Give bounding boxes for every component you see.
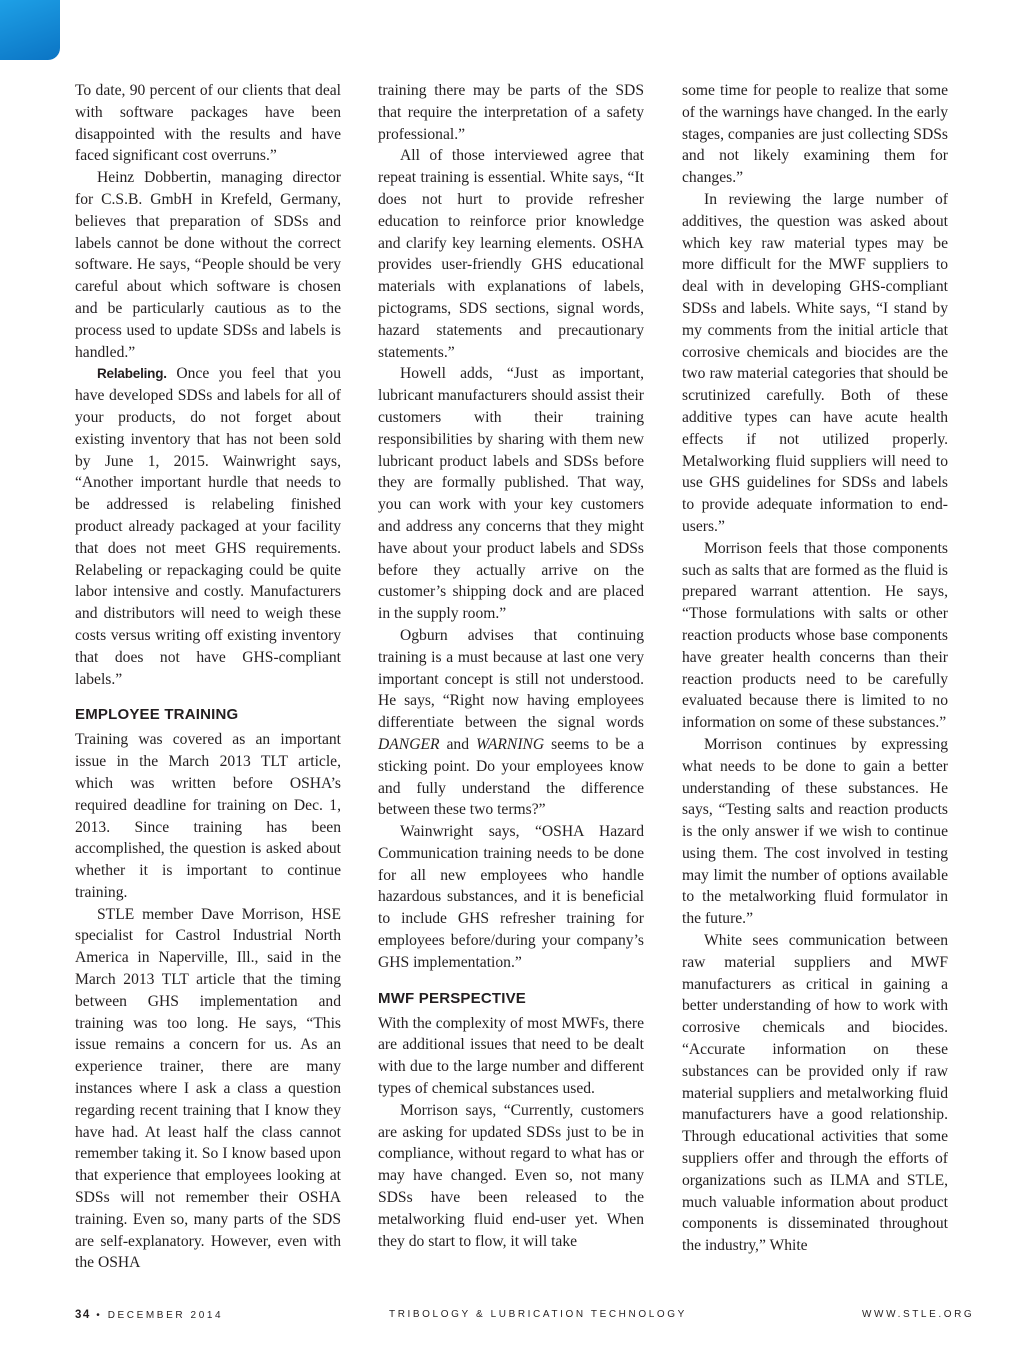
paragraph: STLE member Dave Morrison, HSE specialist for Castrol Industrial North America in Naperville, Ill., said in the March 2013 TLT article that the timing between GHS implementation and training was too long. He says, “This issue remains a concern for us. As an experience trainer, there are many instances where I ask a class a question regarding recent training that I know they have had. At least half the class cannot remember taking it. So I know based upon that experience that employees looking at SDSs will not remember their OSHA training. Even so, many parts of the SDS are self-explanatory. However, even with the OSHA <box>75 905 341 1272</box>
page-corner-tab <box>0 0 60 60</box>
paragraph: Morrison continues by expressing what needs to be done to gain a better understanding of these substances. He says, “Testing salts and reaction products is the only answer if we wish to continue using them. The cost involved in testing may limit the number of options available to the metalworking fluid formulator in the future.” <box>682 735 948 928</box>
run-in-heading: Relabeling. <box>97 366 167 382</box>
paragraph <box>75 363 341 690</box>
paragraph: Training was covered as an important issue in the March 2013 TLT article, which was written before OSHA’s required deadline for training on Dec. 1, 2013. Since training has been accomplished, the question is asked about whether it is important to continue training. <box>75 731 341 901</box>
column-3 <box>682 80 948 1257</box>
paragraph: To date, 90 percent of our clients that deal with software packages have been disappointed with the results and have faced significant cost overruns.” <box>75 82 341 165</box>
publication-name: TRIBOLOGY & LUBRICATION TECHNOLOGY <box>389 1309 687 1320</box>
footer-separator: • <box>96 1310 103 1321</box>
paragraph: White sees communication between raw material suppliers and MWF manufacturers as critical in gaining a better understanding of how to work with corrosive chemicals and biocides. “Accurate information on these substances can be provided only if raw material suppliers and metalworking fluid manufacturers have a good relationship. Through educational activities that some suppliers offer and through the efforts of organizations such as ILMA and STLE, much valuable information about product components is disseminated throughout the industry,” White <box>682 932 948 1255</box>
paragraph-text: and <box>439 735 476 753</box>
column-1 <box>75 80 341 1274</box>
paragraph: In reviewing the large number of additives, the question was asked about which key raw material types may be more difficult for the MWF suppliers to deal with in developing GHS-compliant SDSs and labels. White says, “I stand by my comments from the initial article that corrosive chemicals and biocides are the two raw material categories that should be scrutinized carefully. Both of these additive types can have acute health effects if not utilized properly. Metalworking fluid suppliers will need to use GHS guidelines for SDSs and labels to provide adequate information to end-users.” <box>682 190 948 535</box>
paragraph: Morrison feels that those components such as salts that are formed as the fluid is prepared warrant attention. He says, “Those formulations with salts or other reaction products whose base components have greater health concerns than their reaction products need to be carefully evaluated because there is limited to no information on some of these substances.” <box>682 539 948 732</box>
paragraph-text: Once you feel that you have developed SDSs and labels for all of your products, do not forget about existing inventory that has not been sold by June 1, 2015. Wainwright says, “Another important hurdle that needs to be addressed is relabeling finished product already packaged at your facility that does not meet GHS requirements. Relabeling or repackaging could be quite labor intensive and costly. Manufacturers and distributors will need to weigh these costs versus writing off existing inventory that does not have GHS-compliant labels.” <box>75 365 341 688</box>
paragraph: All of those interviewed agree that repeat training is essential. White says, “It does not hurt to provide refresher education to reinforce prior knowledge and clarify key learning elements. OSHA provides user-friendly GHS educational materials with explanations of labels, pictograms, SDS sections, signal words, hazard statements and precautionary statements.” <box>378 147 644 361</box>
website-url: WWW.STLE.ORG <box>862 1309 975 1320</box>
column-2 <box>378 80 644 1252</box>
issue-date: DECEMBER 2014 <box>107 1310 224 1321</box>
paragraph: some time for people to realize that some of the warnings have changed. In the early stages, companies are just collecting SDSs and not likely examining them for changes.” <box>682 82 948 187</box>
paragraph: Wainwright says, “OSHA Hazard Communication training needs to be done for all new employees who handle hazardous substances, and it is beneficial to include GHS refresher training for employees before/during your company’s GHS implementation.” <box>378 823 644 971</box>
signal-word-danger: DANGER <box>378 735 440 753</box>
paragraph <box>378 625 644 821</box>
section-heading: EMPLOYEE TRAINING <box>75 706 239 724</box>
signal-word-warning: WARNING <box>475 735 545 753</box>
paragraph: Howell adds, “Just as important, lubricant manufacturers should assist their customers with their training responsibilities by sharing with them new lubricant product labels and SDSs before they are formally published. That way, you can work with your key customers and address any concerns that they might have about your product labels and SDSs before they actually arrive on the customer’s shipping dock and are placed in the supply room.” <box>378 365 644 623</box>
paragraph-text: Ogburn advises that continuing training is a must because at last one very important concept is still not understood. He says, “Right now having employees differentiate between the signal words <box>378 626 644 732</box>
page-number: 34 <box>75 1309 91 1321</box>
footer-page-info <box>75 1309 223 1321</box>
paragraph: Heinz Dobbertin, managing director for C.S.B. GmbH in Krefeld, Germany, believes that preparation of SDSs and labels cannot be done without the correct software. He says, “People should be very careful about which software is chosen and be particularly cautious as to the process used to update SDSs and labels is handled.” <box>75 169 341 361</box>
paragraph: training there may be parts of the SDS that require the interpretation of a safety professional.” <box>378 82 644 143</box>
paragraph: Morrison says, “Currently, customers are asking for updated SDSs just to be in compliance, without regard to what has or may have changed. Even so, not many SDSs have been released to the metalworking fluid end-user yet. When they do start to flow, it will take <box>378 1101 644 1250</box>
section-heading: MWF PERSPECTIVE <box>378 989 527 1007</box>
paragraph-text: seems to be a sticking point. Do your employees know and fully understand the difference between these two terms?” <box>378 735 644 819</box>
paragraph: With the complexity of most MWFs, there are additional issues that need to be dealt with due to the large number and different types of chemical substances used. <box>378 1014 644 1098</box>
